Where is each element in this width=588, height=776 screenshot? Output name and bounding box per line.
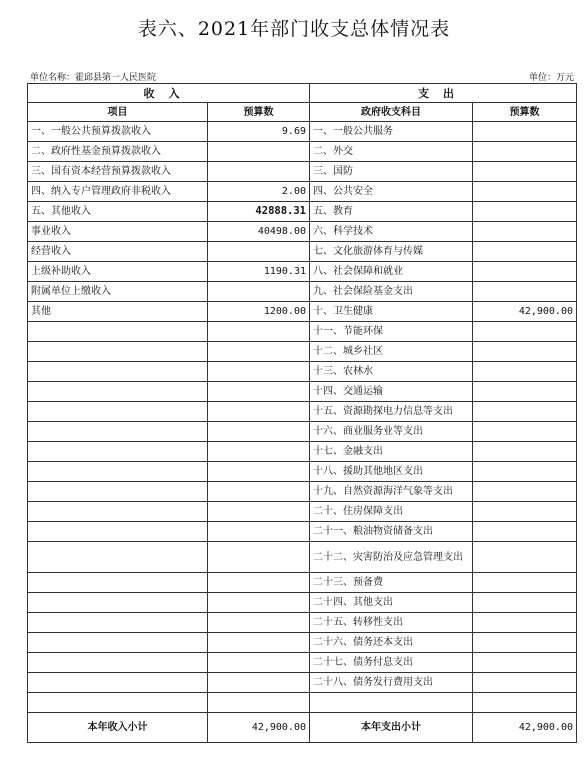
- table-row: [28, 122, 577, 142]
- income-item-cell: [28, 613, 208, 633]
- income-item-cell: [28, 693, 208, 713]
- income-budget-cell: [208, 402, 310, 422]
- expense-total-label: 本年支出小计: [310, 713, 473, 743]
- table-row: [28, 382, 577, 402]
- expense-budget-cell: [473, 142, 577, 162]
- income-budget-cell: [208, 693, 310, 713]
- expense-item-cell: 十一、节能环保: [310, 322, 473, 342]
- income-item-cell: [28, 362, 208, 382]
- expense-item-cell: 十四、交通运输: [310, 382, 473, 402]
- expense-item-cell: 十九、自然资源海洋气象等支出: [310, 482, 473, 502]
- table-row: [28, 613, 577, 633]
- expense-item-cell: 二十七、债务付息支出: [310, 653, 473, 673]
- table-row: [28, 222, 577, 242]
- income-item-cell: 经营收入: [28, 242, 208, 262]
- income-item-cell: 一、一般公共预算拨款收入: [28, 122, 208, 142]
- income-item-cell: [28, 542, 208, 573]
- income-item-cell: [28, 653, 208, 673]
- expense-band: 支出: [310, 84, 577, 103]
- income-item-cell: 五、其他收入: [28, 202, 208, 222]
- income-total-value: 42,900.00: [208, 713, 310, 743]
- income-budget-cell: 2.00: [208, 182, 310, 202]
- expense-budget-cell: [473, 633, 577, 653]
- income-budget-cell: [208, 593, 310, 613]
- income-item-cell: 二、政府性基金预算拨款收入: [28, 142, 208, 162]
- income-item-cell: [28, 522, 208, 542]
- table-row: [28, 462, 577, 482]
- expense-budget-cell: [473, 402, 577, 422]
- expense-item-cell: 二十六、债务还本支出: [310, 633, 473, 653]
- expense-budget-cell: 42,900.00: [473, 302, 577, 322]
- expense-budget-cell: [473, 162, 577, 182]
- income-budget-cell: [208, 142, 310, 162]
- expense-item-cell: 二十五、转移性支出: [310, 613, 473, 633]
- income-budget-cell: [208, 162, 310, 182]
- table-row: [28, 362, 577, 382]
- table-row: [28, 182, 577, 202]
- income-item-cell: 其他: [28, 302, 208, 322]
- table-row: [28, 593, 577, 613]
- table-row: [28, 442, 577, 462]
- expense-item-cell: 十六、商业服务业等支出: [310, 422, 473, 442]
- income-item-cell: [28, 462, 208, 482]
- budget-table: [27, 83, 577, 743]
- expense-budget-cell: [473, 502, 577, 522]
- expense-item-cell: 十五、资源勘探电力信息等支出: [310, 402, 473, 422]
- expense-item-cell: 二十八、债务发行费用支出: [310, 673, 473, 693]
- income-item-cell: [28, 673, 208, 693]
- expense-budget-cell: [473, 282, 577, 302]
- table-row: [28, 242, 577, 262]
- expense-item-cell: 二十二、灾害防治及应急管理支出: [310, 542, 473, 573]
- table-row: [28, 673, 577, 693]
- table-row: [28, 542, 577, 573]
- expense-item-cell: 十二、城乡社区: [310, 342, 473, 362]
- expense-budget-cell: [473, 613, 577, 633]
- table-row: [28, 482, 577, 502]
- expense-budget-cell: [473, 462, 577, 482]
- expense-item-cell: [310, 693, 473, 713]
- income-item-cell: [28, 342, 208, 362]
- table-row: [28, 693, 577, 713]
- income-item-cell: 三、国有资本经营预算拨款收入: [28, 162, 208, 182]
- table-row: [28, 653, 577, 673]
- expense-item-cell: 二十四、其他支出: [310, 593, 473, 613]
- expense-item-cell: 九、社会保险基金支出: [310, 282, 473, 302]
- expense-item-cell: 一、一般公共服务: [310, 122, 473, 142]
- income-budget-cell: 9.69: [208, 122, 310, 142]
- expense-budget-cell: [473, 342, 577, 362]
- expense-item-cell: 四、公共安全: [310, 182, 473, 202]
- table-row: [28, 342, 577, 362]
- expense-budget-cell: [473, 693, 577, 713]
- income-budget-cell: [208, 342, 310, 362]
- expense-budget-cell: [473, 573, 577, 593]
- income-item-cell: [28, 382, 208, 402]
- income-total-label: 本年收入小计: [28, 713, 208, 743]
- income-budget-cell: [208, 322, 310, 342]
- income-budget-cell: [208, 362, 310, 382]
- income-budget-cell: [208, 522, 310, 542]
- expense-item-cell: 二十三、预备费: [310, 573, 473, 593]
- expense-item-cell: 八、社会保障和就业: [310, 262, 473, 282]
- unit-label: 单位：万元: [528, 73, 574, 83]
- expense-item-cell: 二、外交: [310, 142, 473, 162]
- income-budget-cell: [208, 653, 310, 673]
- expense-item-cell: 五、教育: [310, 202, 473, 222]
- expense-budget-cell: [473, 222, 577, 242]
- income-budget-cell: [208, 442, 310, 462]
- income-budget-cell: [208, 462, 310, 482]
- expense-budget-cell: [473, 362, 577, 382]
- expense-budget-cell: [473, 653, 577, 673]
- table-row: [28, 422, 577, 442]
- expense-item-cell: 七、文化旅游体育与传媒: [310, 242, 473, 262]
- unit-name: 单位名称：霍邱县第一人民医院: [30, 73, 157, 83]
- header-expense-budget: 预算数: [473, 103, 577, 122]
- income-budget-cell: [208, 573, 310, 593]
- income-budget-cell: [208, 242, 310, 262]
- income-item-cell: 事业收入: [28, 222, 208, 242]
- income-budget-cell: 1190.31: [208, 262, 310, 282]
- table-row: [28, 633, 577, 653]
- income-budget-cell: [208, 502, 310, 522]
- expense-budget-cell: [473, 202, 577, 222]
- income-item-cell: 四、纳入专户管理政府非税收入: [28, 182, 208, 202]
- expense-budget-cell: [473, 593, 577, 613]
- income-item-cell: [28, 633, 208, 653]
- header-expense-item: 政府收支科目: [310, 103, 473, 122]
- table-row: [28, 162, 577, 182]
- income-budget-cell: 42888.31: [208, 202, 310, 222]
- income-budget-cell: [208, 673, 310, 693]
- column-header-row: [28, 103, 577, 122]
- expense-budget-cell: [473, 382, 577, 402]
- income-item-cell: 上级补助收入: [28, 262, 208, 282]
- expense-total-value: 42,900.00: [473, 713, 577, 743]
- income-budget-cell: 40498.00: [208, 222, 310, 242]
- expense-item-cell: 十八、援助其他地区支出: [310, 462, 473, 482]
- expense-budget-cell: [473, 242, 577, 262]
- income-item-cell: [28, 402, 208, 422]
- expense-item-cell: 六、科学技术: [310, 222, 473, 242]
- expense-budget-cell: [473, 422, 577, 442]
- table-row: [28, 573, 577, 593]
- total-row: [28, 713, 577, 743]
- table-row: [28, 522, 577, 542]
- income-item-cell: [28, 502, 208, 522]
- income-budget-cell: [208, 542, 310, 573]
- expense-budget-cell: [473, 122, 577, 142]
- table-row: [28, 142, 577, 162]
- table-row: [28, 502, 577, 522]
- income-item-cell: [28, 442, 208, 462]
- table-row: [28, 322, 577, 342]
- income-budget-cell: [208, 633, 310, 653]
- income-item-cell: [28, 593, 208, 613]
- income-budget-cell: [208, 482, 310, 502]
- expense-budget-cell: [473, 482, 577, 502]
- expense-budget-cell: [473, 182, 577, 202]
- expense-item-cell: 十三、农林水: [310, 362, 473, 382]
- income-item-cell: [28, 573, 208, 593]
- expense-item-cell: 二十、住房保障支出: [310, 502, 473, 522]
- budget-table-body: [28, 84, 577, 743]
- income-budget-cell: [208, 422, 310, 442]
- income-band: 收入: [28, 84, 310, 103]
- page-title: 表六、2021年部门收支总体情况表: [137, 18, 451, 40]
- income-budget-cell: [208, 613, 310, 633]
- expense-item-cell: 十七、金融支出: [310, 442, 473, 462]
- income-item-cell: [28, 322, 208, 342]
- table-row: [28, 202, 577, 222]
- header-income-budget: 预算数: [208, 103, 310, 122]
- income-item-cell: [28, 482, 208, 502]
- income-budget-cell: [208, 382, 310, 402]
- header-income-item: 项目: [28, 103, 208, 122]
- expense-budget-cell: [473, 262, 577, 282]
- expense-item-cell: 十、卫生健康: [310, 302, 473, 322]
- expense-item-cell: 二十一、粮油物资储备支出: [310, 522, 473, 542]
- section-band-row: [28, 84, 577, 103]
- expense-budget-cell: [473, 542, 577, 573]
- expense-budget-cell: [473, 522, 577, 542]
- expense-budget-cell: [473, 322, 577, 342]
- income-item-cell: [28, 422, 208, 442]
- income-budget-cell: [208, 282, 310, 302]
- income-item-cell: 附属单位上缴收入: [28, 282, 208, 302]
- table-row: [28, 302, 577, 322]
- table-row: [28, 402, 577, 422]
- expense-item-cell: 三、国防: [310, 162, 473, 182]
- table-row: [28, 282, 577, 302]
- income-budget-cell: 1200.00: [208, 302, 310, 322]
- expense-budget-cell: [473, 673, 577, 693]
- expense-budget-cell: [473, 442, 577, 462]
- table-row: [28, 262, 577, 282]
